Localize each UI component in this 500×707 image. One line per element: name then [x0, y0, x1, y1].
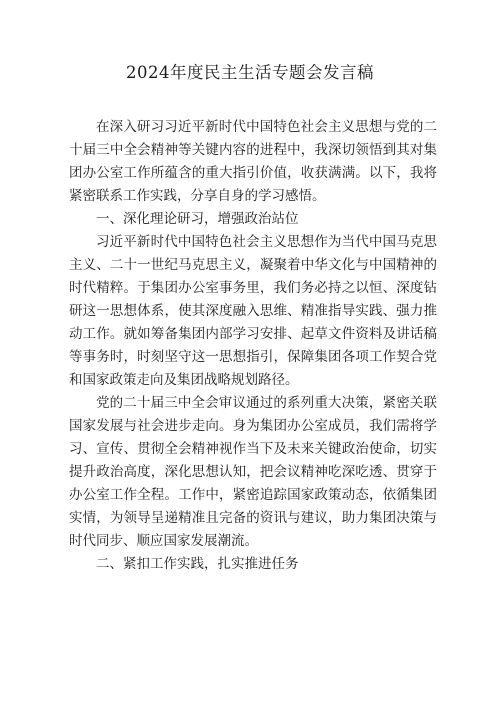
section-heading-2: 二、紧扣工作实践，扎实推进任务	[96, 556, 299, 572]
section1-paragraph-1: 习近平新时代中国特色社会主义思想作为当代中国马克思主义、二十一世纪马克思主义，凝聚着中华文化与中国精神的时代精粹。于集团办公室事务里，我们务必持之以恒、深度钻研这一思想体系，使其深度融入思维、精准指导实践、强力推动工作。就如筹备集团内部学习安排、起草文件资料及讲话稿等事务时，时刻坚守这一思想指引，保障集团各项工作契合党和国家政策走向及集团战略规划路径。	[69, 234, 437, 388]
section-heading-1: 一、深化理论研习，增强政治站位	[96, 211, 299, 227]
document-body	[69, 116, 437, 576]
document-title: 2024年度民主生活专题会发言稿	[126, 63, 374, 82]
intro-paragraph: 在深入研习习近平新时代中国特色社会主义思想与党的二十届三中全会精神等关键内容的进程中，我深切领悟到其对集团办公室工作所蕴含的重大指引价值，收获满满。以下，我将紧密联系工作实践，分享自身的学习感悟。	[69, 119, 437, 204]
section1-paragraph-2: 党的二十届三中全会审议通过的系列重大决策，紧密关联国家发展与社会进步走向。身为集团办公室成员，我们需将学习、宣传、贯彻全会精神视作当下及未来关键政治使命，切实提升政治高度，深化思想认知，把会议精神吃深吃透、贯穿于办公室工作全程。工作中，紧密追踪国家政策动态，依循集团实情，为领导呈递精准且完备的资讯与建议，助力集团决策与时代同步、顺应国家发展潮流。	[69, 395, 437, 549]
